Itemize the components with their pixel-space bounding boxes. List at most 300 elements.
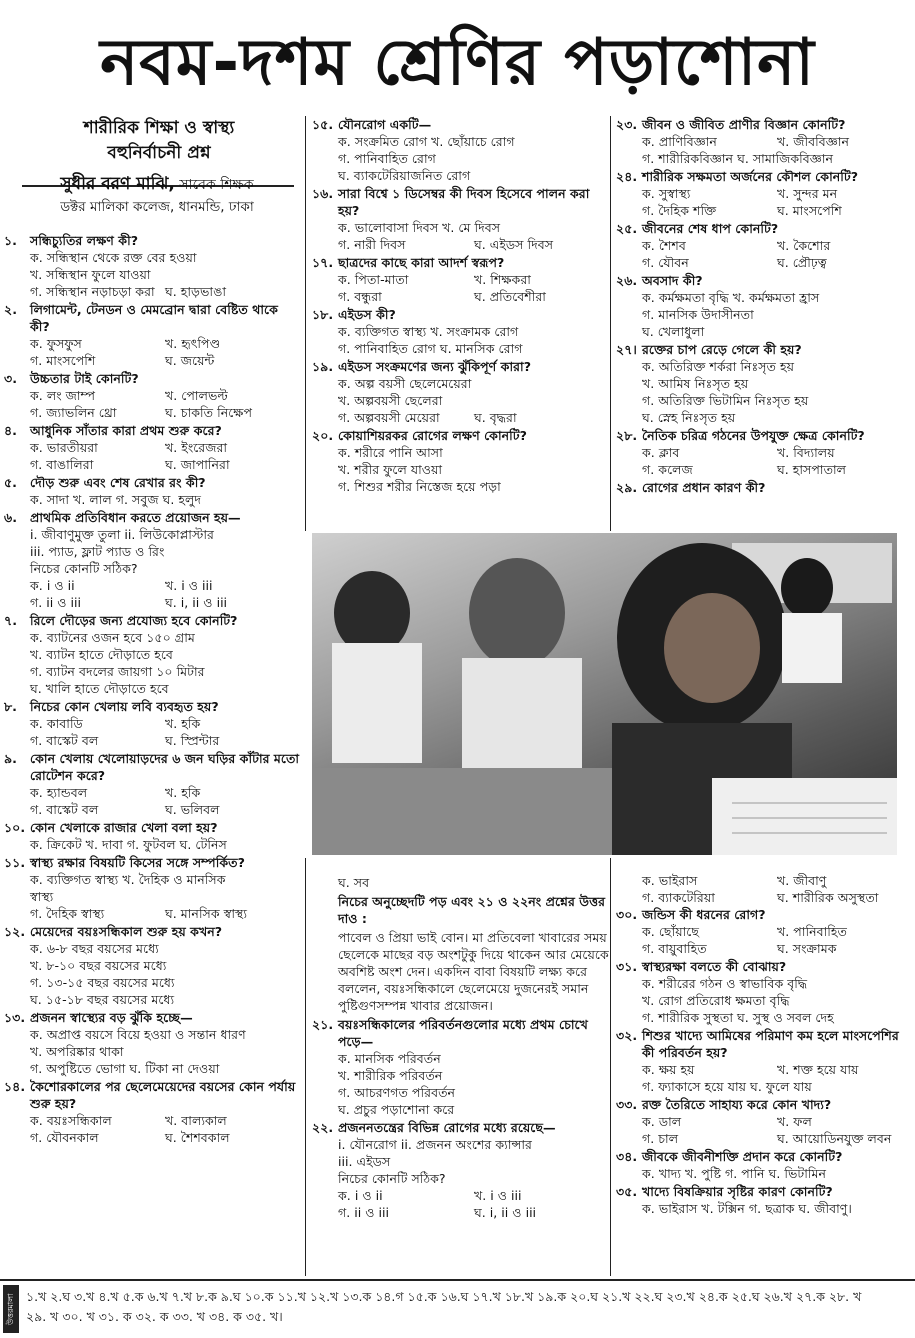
question-item: [616, 1148, 912, 1182]
question-stem: [616, 341, 912, 358]
answer-option: ঘ. হাসপাতাল: [777, 462, 847, 477]
question-stem: [312, 358, 610, 375]
answer-option: গ. যৌবনকাল: [30, 1130, 99, 1145]
answer-option: গ. যৌবন: [642, 255, 689, 270]
question-item: [312, 358, 610, 426]
question-number: ২২.: [312, 1120, 334, 1135]
question-item: [312, 306, 610, 357]
question-item: [4, 819, 300, 853]
answer-option: খ. বিদ্যালয়: [777, 445, 835, 460]
masthead-title: নবম-দশম শ্রেণির পড়াশোনা: [100, 26, 815, 100]
answer-option-row: [642, 1061, 912, 1078]
question-item: [4, 370, 300, 421]
column-right: [616, 116, 912, 497]
question-item: [4, 1009, 300, 1077]
answer-options: [616, 133, 912, 167]
answer-option: গ. পানিবাহিত রোগ ঘ. মানসিক রোগ: [338, 341, 523, 356]
section-type: বহুনির্বাচনী প্রশ্ন: [107, 143, 211, 163]
question-text: স্বাস্থ্যরক্ষা বলতে কী বোঝায়?: [642, 959, 787, 974]
question-number: ১৩.: [4, 1010, 26, 1025]
question-number: ৫.: [4, 475, 17, 490]
answer-option-row: [30, 439, 300, 456]
answer-option: গ. নারী দিবস: [338, 237, 406, 252]
answer-option: গ. চাল: [642, 1131, 679, 1146]
answer-options: [616, 975, 912, 1026]
question-text: কৈশোরকালের পর ছেলেমেয়েদের বয়সের কোন পর্যায় শুরু হয়?: [30, 1079, 296, 1111]
answer-option: ক. ছোঁয়াছে: [642, 924, 699, 939]
answer-options: [4, 715, 300, 749]
answer-key: [0, 1279, 915, 1337]
answer-option: গ. শারীরিক সুস্থতা ঘ. সুস্থ ও সবল দেহ: [642, 1010, 834, 1025]
answer-option: খ. i ও iii: [474, 1188, 522, 1203]
question-item: [4, 301, 300, 369]
answer-option: খ. কৈশোর: [777, 238, 831, 253]
question-item: [4, 698, 300, 749]
column-right-lower: [616, 872, 912, 1218]
answer-option: ক. সন্ধিস্থান থেকে রক্ত বের হওয়া: [30, 250, 197, 265]
answer-options: [616, 1061, 912, 1095]
answer-option-row: [30, 456, 300, 473]
answer-option: খ. পানিবাহিত: [777, 924, 847, 939]
question-item: [616, 1183, 912, 1217]
question-stem: [616, 168, 912, 185]
answer-option: খ. অপরিষ্কার থাকা: [30, 1044, 124, 1059]
question-text: প্রজনন স্বাস্থ্যের বড় ঝুঁকি হচ্ছে—: [30, 1010, 193, 1025]
question-number: ১৮.: [312, 307, 334, 322]
answer-option: গ. ব্যাটন বদলের জায়গা ১০ মিটার: [30, 664, 205, 679]
question-number: ১৯.: [312, 359, 334, 374]
question-text: প্রজননতন্ত্রের বিভিন্ন রোগের মধ্যে রয়েছে—: [338, 1120, 556, 1135]
answer-option: ঘ. মাংসপেশি: [777, 203, 842, 218]
answer-option-row: [30, 905, 300, 922]
question-stem: [4, 612, 300, 629]
answer-option: গ. বাস্কেট বল: [30, 733, 99, 748]
answer-options: [312, 375, 610, 426]
question-number: ২৯.: [616, 480, 638, 495]
answer-option: ক. ভালোবাসা দিবস খ. মে দিবস: [338, 220, 501, 235]
answer-option-row: [338, 288, 610, 305]
column-divider: [610, 858, 611, 1276]
answer-options: [312, 323, 610, 357]
question-number: ৩১.: [616, 959, 638, 974]
answer-option-row: [642, 444, 912, 461]
question-number: ১২.: [4, 924, 26, 939]
student-head: [781, 558, 833, 618]
question-text: নৈতিক চরিত্র গঠনের উপযুক্ত ক্ষেত্র কোনটি?: [642, 428, 865, 443]
answer-option: গ. ১৩-১৫ বছর বয়সের মধ্যে: [30, 975, 175, 990]
answer-option: খ. জীবাণু: [777, 873, 827, 888]
question-text: শারীরিক সক্ষমতা অর্জনের কৌশল কোনটি?: [642, 169, 859, 184]
students-illustration: [312, 533, 897, 855]
exam-hall-photo: [312, 533, 897, 855]
answer-option: ঘ. প্রতিবেশীরা: [474, 289, 546, 304]
question-text: কোন খেলায় খেলোয়াড়দের ৬ জন ঘড়ির কাঁটার মতো রোটেশন করে?: [30, 751, 300, 783]
question-text: জীবকে জীবনীশক্তি প্রদান করে কোনটি?: [642, 1149, 843, 1164]
answer-option: ক. কর্মক্ষমতা বৃদ্ধি খ. কর্মক্ষমতা হ্রাস: [642, 290, 820, 305]
question-text: যৌনরোগ একটি—: [338, 117, 432, 132]
answer-option: ক. ভারতীয়রা: [30, 440, 98, 455]
answer-option: গ. ফ্যাকাসে হয়ে যায় ঘ. ফুলে যায়: [642, 1079, 812, 1094]
question-text: প্রাথমিক প্রতিবিধান করতে প্রয়োজন হয়—: [30, 510, 241, 525]
answer-option: গ. ii ও iii: [30, 595, 82, 610]
question-number: ২৮.: [616, 428, 638, 443]
question-item: [616, 958, 912, 1026]
answer-option-row: [30, 387, 300, 404]
answer-option: ঘ. ১৫-১৮ বছর বয়সের মধ্যে: [30, 992, 175, 1007]
answer-option: গ. আচরণগত পরিবর্তন: [338, 1085, 456, 1100]
answer-option: ক. ফুসফুস: [30, 336, 82, 351]
answer-option-row: [30, 577, 300, 594]
question-number: ৩২.: [616, 1028, 638, 1043]
answer-option: গ. মানসিক উদাসীনতা: [642, 307, 754, 322]
question-text: রিলে দৌড়ের জন্য প্রযোজ্য হবে কোনটি?: [30, 613, 238, 628]
question-stem: [4, 232, 300, 249]
question-stem: [4, 422, 300, 439]
column-divider: [305, 116, 306, 531]
answer-option: ক. অপ্রাপ্ত বয়সে বিয়ে হওয়া ও সন্তান ধারণ: [30, 1027, 246, 1042]
question-list-right-lower: [616, 906, 912, 1217]
column-left: [4, 115, 300, 1147]
answer-option-row: [30, 801, 300, 818]
question-text: মেয়েদের বয়ঃসন্ধিকাল শুরু হয় কখন?: [30, 924, 223, 939]
answer-option: গ. শারীরিকবিজ্ঞান ঘ. সামাজিকবিজ্ঞান: [642, 151, 833, 166]
answer-option: গ. বাঙালিরা: [30, 457, 94, 472]
answer-option-row: [338, 409, 610, 426]
answer-option: খ. পোলভল্ট: [165, 388, 228, 403]
question-number: ৩৫.: [616, 1184, 638, 1199]
question-stem: [312, 116, 610, 133]
answer-option: ক. সাদা খ. লাল গ. সবুজ ঘ. হলুদ: [30, 492, 202, 507]
answer-option: ঘ. শারীরিক অসুস্থতা: [777, 890, 879, 905]
answer-option-row: [642, 202, 912, 219]
answer-key-text: [26, 1287, 906, 1327]
answer-options: [616, 1113, 912, 1147]
question-text: জন্ডিস কী ধরনের রোগ?: [642, 907, 766, 922]
question-number: ১৫.: [312, 117, 334, 132]
question-number: ২৬.: [616, 273, 638, 288]
question-item: [4, 474, 300, 508]
author-org: ডক্টর মালিকা কলেজ, ধানমন্ডি, ঢাকা: [60, 199, 254, 215]
question-text: রক্ত তৈরিতে সাহায্য করে কোন খাদ্য?: [642, 1097, 832, 1112]
answer-options: [4, 784, 300, 818]
question-list-left: [4, 232, 300, 1146]
answer-option: ক. শরীরের গঠন ও স্বাভাবিক বৃদ্ধি: [642, 976, 808, 991]
answer-option: ঘ. ব্যাকটেরিয়াজনিত রোগ: [338, 168, 471, 183]
answer-option-row: [30, 1112, 300, 1129]
question-number: ৩.: [4, 371, 17, 386]
answer-option: iii. এইডস: [338, 1154, 391, 1169]
answer-option-row: [642, 923, 912, 940]
answer-option-row: [642, 1130, 912, 1147]
answer-option: ঘ. ভলিবল: [165, 802, 220, 817]
answer-option: i. যৌনরোগ ii. প্রজনন অংশের ক্যান্সার: [338, 1137, 532, 1152]
answer-option: ঘ. আয়োডিনযুক্ত লবন: [777, 1131, 892, 1146]
answer-line: ১.খ ২.ঘ ৩.খ ৪.খ ৫.ক ৬.খ ৭.খ ৮.ক ৯.ঘ ১০.ক ১১.খ ১২.খ ১৩.ক ১৪.গ ১৫.ক ১৬.ঘ ১৭.খ ১৮.খ ১৯.ক ২০.ঘ ২১.খ ২২.ঘ ২৩.খ ২৪.ক ২৫.ঘ ২৬.খ ২৭.ক ২৮. খ: [26, 1289, 862, 1304]
question-number: ৩০.: [616, 907, 638, 922]
answer-option: ক. প্রাণিবিজ্ঞান: [642, 134, 717, 149]
question-number: ৮.: [4, 699, 17, 714]
answer-option: স্বাস্থ্য: [30, 889, 54, 904]
answer-option: ঘ. সংক্রামক: [777, 941, 837, 956]
answer-option: নিচের কোনটি সঠিক?: [30, 561, 138, 576]
question-item: [4, 232, 300, 300]
answer-option: ঘ. স্নেহ নিঃসৃত হয়: [642, 410, 736, 425]
carry-options: [616, 872, 912, 906]
answer-option: খ. অল্পবয়সী ছেলেরা: [338, 393, 443, 408]
question-item: [616, 168, 912, 219]
answer-option-row: [642, 461, 912, 478]
answer-option: ঘ. শৈশবকাল: [165, 1130, 230, 1145]
answer-option: খ. হৃৎপিণ্ড: [165, 336, 221, 351]
answer-option-row: [30, 1129, 300, 1146]
answer-option: ঘ. খালি হাতে দৌড়াতে হবে: [30, 681, 169, 696]
question-stem: [4, 750, 300, 784]
answer-option-row: [338, 271, 610, 288]
question-text: কোন খেলাকে রাজার খেলা বলা হয়?: [30, 820, 218, 835]
question-text: জীবনের শেষ ধাপ কোনটি?: [642, 221, 779, 236]
column-middle-lower: [312, 872, 610, 1222]
answer-option: ঘ. হাড়ভাঙা: [165, 284, 226, 299]
question-text: উচ্চতার টাই কোনটি?: [30, 371, 139, 386]
question-number: ৪.: [4, 423, 17, 438]
question-stem: [312, 306, 610, 323]
column-divider: [610, 116, 611, 531]
answer-option: গ. সন্ধিস্থান নড়াচড়া করা: [30, 284, 155, 299]
answer-option: খ. শিক্ষকরা: [474, 272, 531, 287]
answer-option: ঘ. মানসিক স্বাস্থ্য: [165, 906, 247, 921]
answer-option: i. জীবাণুমুক্ত তুলা ii. লিউকোপ্লাস্টার: [30, 527, 214, 542]
question-text: ছাত্রদের কাছে কারা আদর্শ স্বরূপ?: [338, 255, 505, 270]
question-item: [4, 750, 300, 818]
answer-option: ক. ব্যক্তিগত স্বাস্থ্য খ. দৈহিক ও মানসিক: [30, 872, 226, 887]
answer-options: [312, 444, 610, 495]
answer-options: [4, 836, 300, 853]
answer-option: ক. কাবাডি: [30, 716, 83, 731]
question-text: অবসাদ কী?: [642, 273, 703, 288]
answer-options: [4, 940, 300, 1008]
question-number: ১০.: [4, 820, 26, 835]
question-number: ২০.: [312, 428, 334, 443]
answer-option-row: [642, 940, 912, 957]
question-item: [616, 479, 912, 496]
answer-option: ক. ভাইরাস: [642, 873, 698, 888]
answer-options: [4, 491, 300, 508]
question-text: নিচের কোন খেলায় লবি ব্যবহৃত হয়?: [30, 699, 219, 714]
question-item: [616, 427, 912, 478]
answer-option: ক. শৈশব: [642, 238, 686, 253]
answer-option: গ. দৈহিক শক্তি: [642, 203, 717, 218]
column-middle: [312, 116, 610, 496]
question-number: ১৭.: [312, 255, 334, 270]
answer-option-row: [642, 133, 912, 150]
question-stem: [4, 1078, 300, 1112]
answer-option: ক. খাদ্য খ. পুষ্টি গ. পানি ঘ. ভিটামিন: [642, 1166, 826, 1181]
answer-option-row: [642, 185, 912, 202]
answer-option-row: [642, 1113, 912, 1130]
question-number: ৬.: [4, 510, 17, 525]
answer-option: গ. শিশুর শরীর নিস্তেজ হয়ে পড়া: [338, 479, 501, 494]
answer-option: খ. শরীর ফুলে যাওয়া: [338, 462, 443, 477]
answer-option: ক. সুস্বাস্থ্য: [642, 186, 691, 201]
answer-option: ঘ. জাপানিরা: [165, 457, 230, 472]
answer-option: ঘ. i, ii ও iii: [474, 1205, 537, 1220]
answer-options: [4, 249, 300, 300]
carry-option: ঘ. সব: [338, 875, 370, 890]
answer-option: ক. অতিরিক্ত শর্করা নিঃসৃত হয়: [642, 359, 795, 374]
answer-option: iii. প্যাড, ফ্লাট প্যাড ও রিং: [30, 544, 165, 559]
question-stem: [4, 474, 300, 491]
question-number: ২.: [4, 302, 17, 317]
answer-options: [616, 1200, 912, 1217]
question-number: ১১.: [4, 855, 26, 870]
answer-options: [616, 237, 912, 271]
answer-option: খ. সন্ধিস্থান ফুলে যাওয়া: [30, 267, 151, 282]
answer-option: ঘ. চাকতি নিক্ষেপ: [165, 405, 253, 420]
question-item: [312, 1016, 610, 1118]
answer-option: ক. শরীরে পানি আসা: [338, 445, 443, 460]
answer-options: [616, 185, 912, 219]
answer-options: [312, 1050, 610, 1118]
question-stem: [312, 185, 610, 219]
question-text: দৌড় শুরু এবং শেষ রেখার রং কী?: [30, 475, 206, 490]
answer-option: ঘ. প্রচুর পড়াশোনা করে: [338, 1102, 455, 1117]
answer-options: [4, 1026, 300, 1077]
question-stem: [4, 854, 300, 871]
answer-options: [4, 1112, 300, 1146]
question-item: [616, 1096, 912, 1147]
question-stem: [616, 1096, 912, 1113]
answer-option: খ. ৮-১০ বছর বয়সের মধ্যে: [30, 958, 167, 973]
student-shirt: [332, 643, 422, 763]
question-text: সারা বিশ্বে ১ ডিসেম্বর কী দিবস হিসেবে পালন করা হয়?: [338, 186, 590, 218]
question-item: [616, 906, 912, 957]
question-stem: [312, 254, 610, 271]
answer-option: ক. i ও ii: [338, 1188, 383, 1203]
answer-option-row: [30, 594, 300, 611]
answer-options: [312, 133, 610, 184]
question-text: সন্ধিচ্যুতির লক্ষণ কী?: [30, 233, 139, 248]
answer-option: ক. ৬-৮ বছর বয়সের মধ্যে: [30, 941, 159, 956]
question-stem: [616, 116, 912, 133]
student-scarf: [469, 558, 565, 668]
answer-option: গ. অতিরিক্ত ভিটামিন নিঃসৃত হয়: [642, 393, 809, 408]
student-face: [664, 593, 760, 703]
answer-option: খ. হকি: [165, 785, 201, 800]
question-text: শিশুর খাদ্যে আমিষের পরিমাণ কম হলে মাংসপেশির কী পরিবর্তন হয়?: [642, 1028, 899, 1060]
answer-option: ক. ডাল: [642, 1114, 682, 1129]
answer-option: ক. ক্রিকেট খ. দাবা গ. ফুটবল ঘ. টেনিস: [30, 837, 227, 852]
answer-option: ঘ. বৃদ্ধরা: [474, 410, 517, 425]
question-item: [616, 341, 912, 426]
answer-option-row: [30, 732, 300, 749]
author-role: সাবেক শিক্ষক: [174, 177, 254, 193]
question-stem: [4, 509, 300, 526]
answer-option: ঘ. এইডস দিবস: [474, 237, 554, 252]
question-number: ৩৩.: [616, 1097, 638, 1112]
author-name: সুধীর বরণ মাঝি,: [60, 174, 175, 194]
answer-options: [616, 444, 912, 478]
student-shirt: [462, 658, 582, 768]
question-item: [4, 612, 300, 697]
answer-option-row: [30, 404, 300, 421]
author-byline: [4, 173, 300, 196]
answer-option: ক. মানসিক পরিবর্তন: [338, 1051, 441, 1066]
answer-option: ক. ক্লাব: [642, 445, 680, 460]
question-text: রক্তের চাপ রেড়ে গেলে কী হয়?: [642, 342, 802, 357]
answer-option: ক. সংক্রমিত রোগ খ. ছোঁয়াচে রোগ: [338, 134, 515, 149]
answer-option: ক. লং জাম্প: [30, 388, 96, 403]
answer-option: গ. কলেজ: [642, 462, 693, 477]
answer-option: ক. ব্যাটনের ওজন হবে ১৫০ গ্রাম: [30, 630, 195, 645]
question-number: ২৪.: [616, 169, 638, 184]
answer-option: ক. ক্ষয় হয়: [642, 1062, 695, 1077]
answer-options: [616, 923, 912, 957]
section-subject: শারীরিক শিক্ষা ও স্বাস্থ্য: [83, 118, 235, 138]
question-stem: [4, 370, 300, 387]
question-stem: [616, 906, 912, 923]
answer-option: নিচের কোনটি সঠিক?: [338, 1171, 446, 1186]
answer-options: [312, 271, 610, 305]
question-number: ১৪.: [4, 1079, 26, 1094]
answer-option-row: [338, 1187, 610, 1204]
question-stem: [4, 301, 300, 335]
answer-option-row: [642, 237, 912, 254]
answer-option: ঘ. খেলাধুলা: [642, 324, 705, 339]
answer-options: [4, 526, 300, 611]
question-text: আধুনিক সাঁতার কারা প্রথম শুরু করে?: [30, 423, 222, 438]
question-item: [312, 427, 610, 495]
student-head: [334, 571, 410, 655]
question-item: [312, 1119, 610, 1221]
answer-option: গ. দৈহিক স্বাস্থ্য: [30, 906, 105, 921]
question-stem: [616, 220, 912, 237]
question-stem: [4, 923, 300, 940]
answer-option-row: [30, 784, 300, 801]
question-number: ১৬.: [312, 186, 334, 201]
question-stem: [616, 1183, 912, 1200]
student-shirt: [782, 613, 842, 683]
answer-option: খ. বাল্যকাল: [165, 1113, 227, 1128]
answer-option: ক. পিতা-মাতা: [338, 272, 409, 287]
question-number: ২৫.: [616, 221, 638, 236]
question-item: [4, 923, 300, 1008]
answer-option: খ. রোগ প্রতিরোধ ক্ষমতা বৃদ্ধি: [642, 993, 790, 1008]
answer-option: ক. i ও ii: [30, 578, 75, 593]
answer-option: ঘ. স্প্রিন্টার: [165, 733, 220, 748]
answer-option: গ. অল্পবয়সী মেয়েরা: [338, 410, 440, 425]
answer-option: গ. বাস্কেট বল: [30, 802, 99, 817]
answer-options: [4, 335, 300, 369]
desk-shape: [312, 768, 612, 855]
question-item: [312, 185, 610, 253]
answer-option: গ. জ্যাভলিন থ্রো: [30, 405, 117, 420]
question-stem: [616, 1027, 912, 1061]
answer-option: খ. আমিষ নিঃসৃত হয়: [642, 376, 749, 391]
question-stem: [616, 958, 912, 975]
answer-option: খ. জীববিজ্ঞান: [777, 134, 849, 149]
column-divider: [305, 858, 306, 1276]
question-item: [616, 272, 912, 340]
question-stem: [312, 427, 610, 444]
question-item: [4, 1078, 300, 1146]
answer-option-row: [30, 715, 300, 732]
question-text: বয়ঃসন্ধিকালের পরিবর্তনগুলোর মধ্যে প্রথম চোখে পড়ে—: [338, 1017, 588, 1049]
answer-options: [616, 1165, 912, 1182]
question-item: [4, 422, 300, 473]
answer-options: [4, 629, 300, 697]
answer-option: খ. সুন্দর মন: [777, 186, 838, 201]
answer-option: খ. ইংরেজরা: [165, 440, 228, 455]
